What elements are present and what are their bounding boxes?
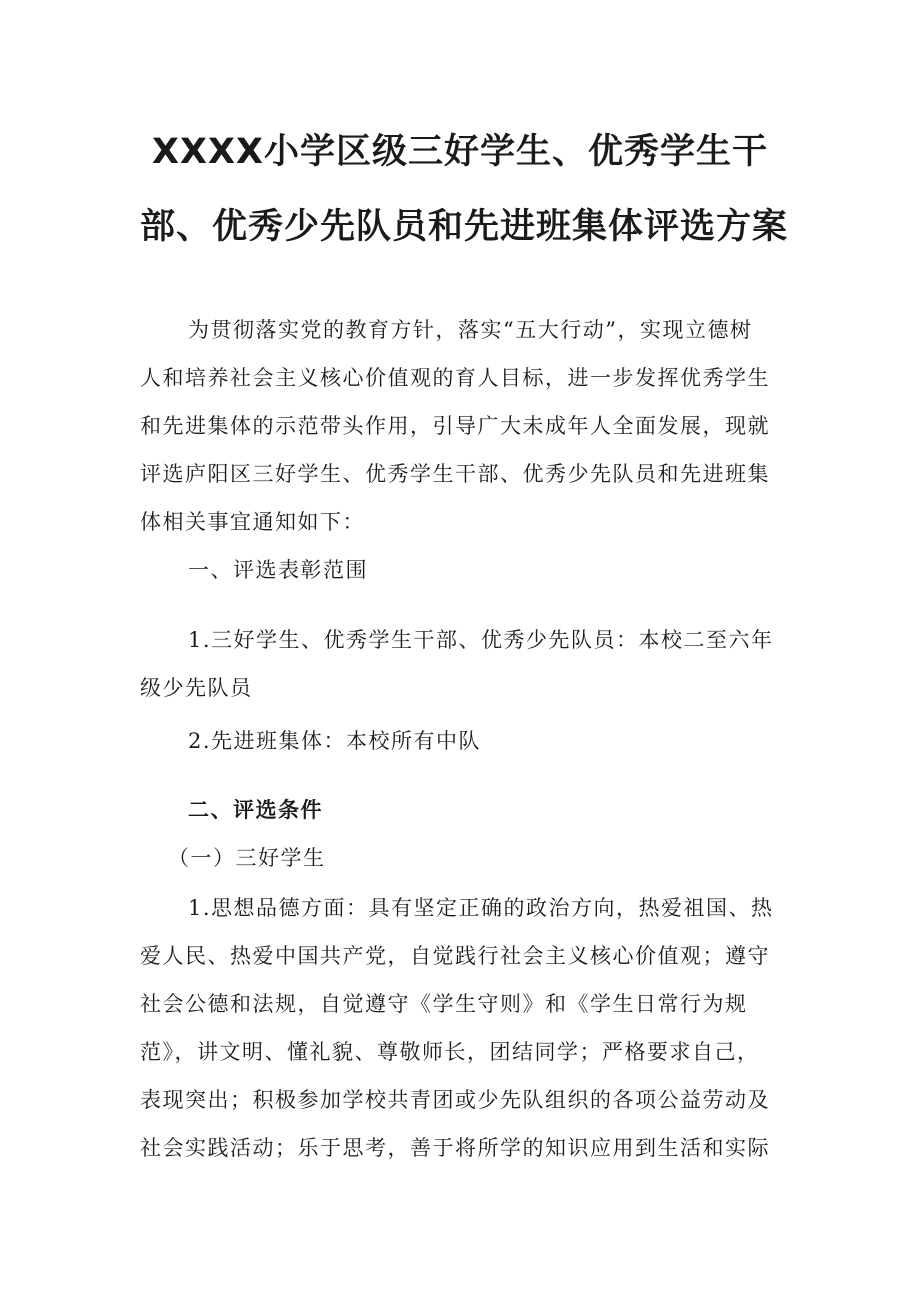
section-heading-conditions: 二、评选条件 bbox=[188, 798, 323, 822]
intro-paragraph-line: 和先进集体的示范带头作用，引导广大未成年人全面发展，现就 bbox=[140, 414, 770, 438]
conditions-paragraph-line: 1.思想品德方面：具有坚定正确的政治方向，热爱祖国、热 bbox=[188, 896, 774, 920]
intro-paragraph-line: 人和培养社会主义核心价值观的育人目标，进一步发挥优秀学生 bbox=[140, 366, 770, 390]
scope-item-1-continuation: 级少先队员 bbox=[140, 676, 253, 700]
conditions-paragraph-line: 表现突出；积极参加学校共青团或少先队组织的各项公益劳动及 bbox=[140, 1088, 770, 1112]
conditions-paragraph-line: 爱人民、热爱中国共产党，自觉践行社会主义核心价值观；遵守 bbox=[140, 944, 770, 968]
intro-paragraph-line: 评选庐阳区三好学生、优秀学生干部、优秀少先队员和先进班集 bbox=[140, 462, 770, 486]
scope-item-1: 1.三好学生、优秀学生干部、优秀少先队员：本校二至六年 bbox=[188, 628, 774, 652]
scope-item-2: 2.先进班集体：本校所有中队 bbox=[188, 729, 482, 753]
document-title-line-1: XXXX小学区级三好学生、优秀学生干 bbox=[152, 132, 768, 172]
intro-paragraph-line: 体相关事宜通知如下： bbox=[140, 510, 365, 534]
conditions-paragraph-line: 社会实践活动；乐于思考，善于将所学的知识应用到生活和实际 bbox=[140, 1136, 770, 1160]
intro-paragraph-line: 为贯彻落实党的教育方针，落实“五大行动”，实现立德树 bbox=[188, 318, 753, 342]
conditions-paragraph-line: 社会公德和法规，自觉遵守《学生守则》和《学生日常行为规 bbox=[140, 992, 748, 1016]
section-heading-scope: 一、评选表彰范围 bbox=[188, 558, 368, 582]
subsection-heading-three-good-students: （一）三好学生 bbox=[168, 846, 326, 870]
document-title-line-2: 部、优秀少先队员和先进班集体评选方案 bbox=[140, 207, 789, 247]
conditions-paragraph-line: 范》，讲文明、懂礼貌、尊敬师长，团结同学；严格要求自己， bbox=[140, 1040, 760, 1064]
